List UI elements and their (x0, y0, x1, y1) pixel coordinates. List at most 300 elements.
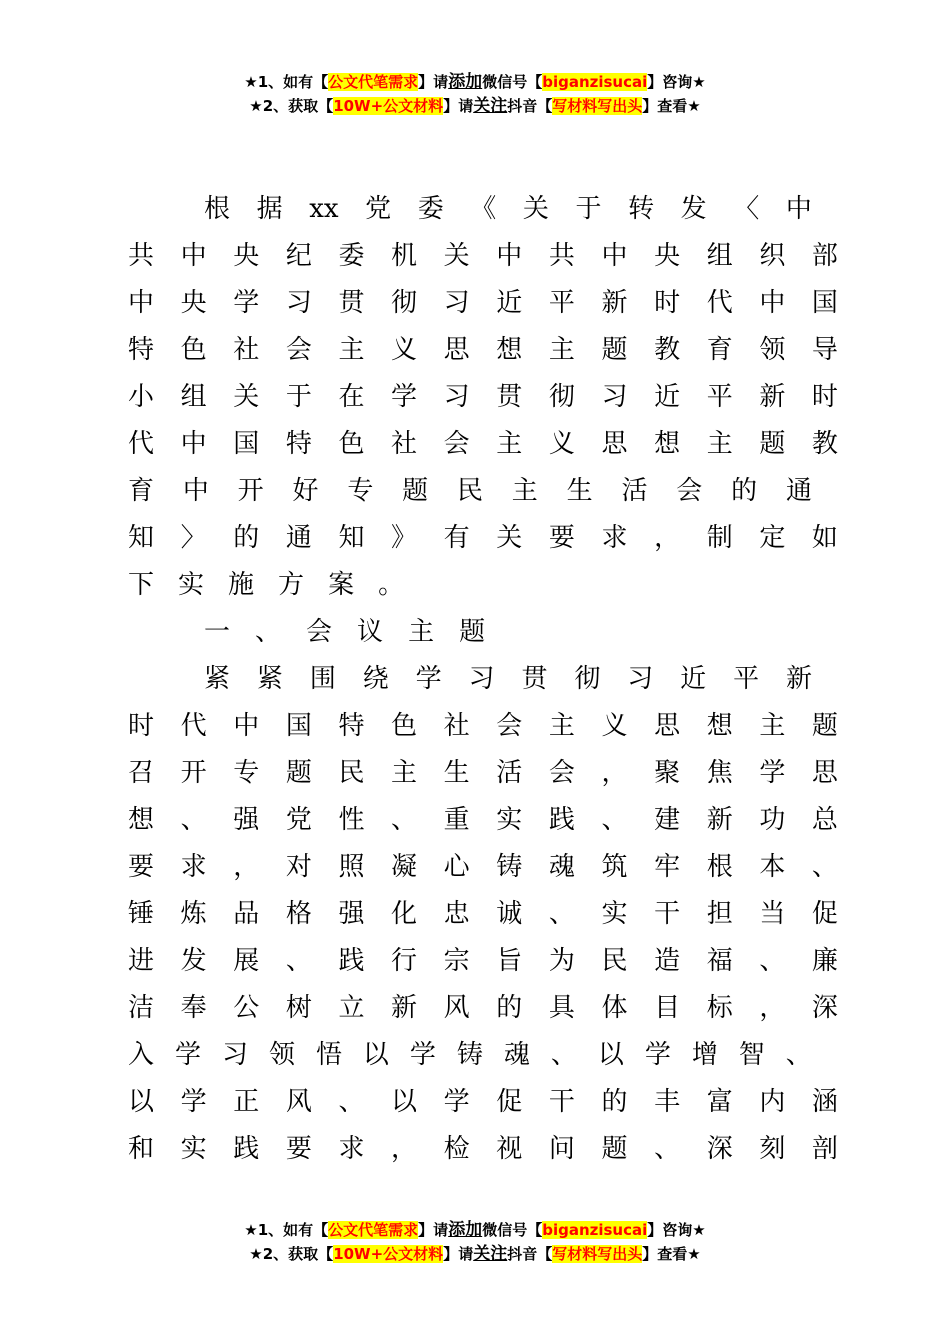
heading-char: 题 (459, 617, 486, 647)
text-char: 的 (601, 1087, 628, 1117)
text-char: 围 (309, 664, 336, 694)
text-char: 践 (548, 805, 575, 835)
text-char: 育 (706, 335, 733, 365)
heading-char: 一 (204, 617, 231, 647)
text-char: 干 (654, 899, 681, 929)
text-char: 实 (180, 1134, 207, 1164)
text-char: 想 (706, 711, 733, 741)
text-char: 习 (443, 288, 470, 318)
text-char: 中 (233, 711, 260, 741)
text-char: 新 (759, 382, 786, 412)
text-char: 中 (128, 288, 155, 318)
text-char: 风 (285, 1087, 312, 1117)
banner-highlight: 10W+公文材料 (333, 97, 444, 115)
text-char: 会 (496, 711, 523, 741)
text-line: 以 学 正 风 、 以 学 促 干 的 丰 富 内 涵 (128, 1079, 812, 1126)
text-char: 题 (601, 335, 628, 365)
text-char: 习 (468, 664, 495, 694)
text-char: 、 (391, 805, 418, 835)
text-char: 代 (180, 711, 207, 741)
text-char: 以 (597, 1040, 624, 1070)
text-char: 要 (548, 523, 575, 553)
document-body (128, 186, 838, 1173)
text-char: 会 (676, 476, 703, 506)
text-char: 主 (548, 335, 575, 365)
text-char: 定 (759, 523, 786, 553)
text-char: 品 (233, 899, 260, 929)
text-char: 筑 (601, 852, 628, 882)
text-char: 丰 (654, 1087, 681, 1117)
text-char: 时 (654, 288, 681, 318)
text-char: 新 (601, 288, 628, 318)
text-char: 学 (415, 664, 442, 694)
text-char: 问 (548, 1134, 575, 1164)
text-line: 中 央 学 习 贯 彻 习 近 平 新 时 代 中 国 (128, 280, 812, 327)
heading-char: 、 (255, 617, 282, 647)
text-char: 牢 (654, 852, 681, 882)
text-char: 党 (365, 194, 392, 224)
text-char: 专 (347, 476, 374, 506)
text-char: 中 (759, 288, 786, 318)
text-char: 通 (785, 476, 812, 506)
text-char: 题 (759, 429, 786, 459)
text-char: 近 (496, 288, 523, 318)
text-char: 关 (496, 523, 523, 553)
heading-char: 议 (357, 617, 384, 647)
text-char: 。 (378, 570, 405, 600)
text-char: 》 (391, 523, 418, 553)
text-char: 社 (233, 335, 260, 365)
text-char: 生 (443, 758, 470, 788)
text-char: 奉 (180, 993, 207, 1023)
text-char: 锤 (128, 899, 155, 929)
text-char: 特 (338, 711, 365, 741)
text-char: 知 (128, 523, 155, 553)
text-char: 紧 (256, 664, 283, 694)
text-char: 组 (706, 241, 733, 271)
text-char: 目 (654, 993, 681, 1023)
text-char: 央 (180, 288, 207, 318)
text-char: 中 (182, 476, 209, 506)
text-char: 色 (391, 711, 418, 741)
text-char: 委 (417, 194, 444, 224)
text-char: 案 (328, 570, 355, 600)
text-char: 刻 (759, 1134, 786, 1164)
text-char: 时 (128, 711, 155, 741)
text-char: 〈 (733, 194, 760, 224)
banner-emphasis: 关注 (473, 96, 508, 116)
text-char: 为 (548, 946, 575, 976)
text-char: 思 (601, 429, 628, 459)
text-char: 有 (443, 523, 470, 553)
text-char: 建 (654, 805, 681, 835)
text-line: 锤 炼 品 格 强 化 忠 诚 、 实 干 担 当 促 (128, 891, 812, 938)
text-char: 功 (759, 805, 786, 835)
text-char: 好 (292, 476, 319, 506)
text-char: 新 (706, 805, 733, 835)
text-char: 中 (785, 194, 812, 224)
text-char: 铸 (496, 852, 523, 882)
text-char: 宗 (443, 946, 470, 976)
text-char: 凝 (391, 852, 418, 882)
text-char: 实 (496, 805, 523, 835)
text-char: 照 (338, 852, 365, 882)
banner-text: 】请 (443, 1245, 474, 1263)
text-line: 共 中 央 纪 委 机 关 中 共 中 央 组 织 部 (128, 233, 812, 280)
text-char: 富 (706, 1087, 733, 1117)
text-char: 题 (402, 476, 429, 506)
text-char: ， (759, 993, 786, 1023)
heading-char: 会 (306, 617, 333, 647)
text-char: 平 (548, 288, 575, 318)
text-char: 社 (443, 711, 470, 741)
text-char: 、 (550, 1040, 577, 1070)
text-char: 想 (496, 335, 523, 365)
banner-line-2 (0, 94, 950, 118)
text-char: 风 (443, 993, 470, 1023)
text-char: 习 (627, 664, 654, 694)
text-char: 本 (759, 852, 786, 882)
text-char: 、 (180, 805, 207, 835)
text-char: 共 (548, 241, 575, 271)
text-char: 深 (706, 1134, 733, 1164)
text-char: 共 (128, 241, 155, 271)
banner-text: 抖音【 (507, 1245, 553, 1263)
banner-emphasis: 添加 (448, 72, 483, 92)
text-char: 开 (237, 476, 264, 506)
text-char: 立 (338, 993, 365, 1023)
text-line: 小 组 关 于 在 学 习 贯 彻 习 近 平 新 时 (128, 374, 812, 421)
banner-text: 】咨询★ (647, 1221, 706, 1239)
text-char: 民 (601, 946, 628, 976)
text-char: 色 (180, 335, 207, 365)
text-char: 求 (180, 852, 207, 882)
banner-text: ★1、如有【 (244, 1221, 329, 1239)
text-char: 主 (496, 429, 523, 459)
text-char: 国 (285, 711, 312, 741)
text-char: 学 (409, 1040, 436, 1070)
text-char: 具 (548, 993, 575, 1023)
text-char: 进 (128, 946, 155, 976)
text-char: 忠 (443, 899, 470, 929)
text-char: 促 (496, 1087, 523, 1117)
text-char: 炼 (180, 899, 207, 929)
banner-highlight: 公文代笔需求 (328, 73, 419, 91)
text-char: 施 (228, 570, 255, 600)
text-char: 下 (128, 570, 155, 600)
text-char: 诚 (496, 899, 523, 929)
banner-text: 】请 (443, 97, 474, 115)
text-char: 在 (338, 382, 365, 412)
text-char: 会 (443, 429, 470, 459)
text-char: 、 (338, 1087, 365, 1117)
text-char: 的 (731, 476, 758, 506)
text-char: 关 (233, 382, 260, 412)
header-banner (0, 70, 950, 118)
text-char: 代 (128, 429, 155, 459)
text-char: 当 (759, 899, 786, 929)
text-line: 进 发 展 、 践 行 宗 旨 为 民 造 福 、 廉 (128, 938, 812, 985)
text-char: 展 (233, 946, 260, 976)
text-char: 《 (470, 194, 497, 224)
text-char: 于 (575, 194, 602, 224)
text-char: 学 (391, 382, 418, 412)
text-char: 习 (443, 382, 470, 412)
text-char: 实 (178, 570, 205, 600)
text-char: 社 (391, 429, 418, 459)
banner-text: 】请 (418, 1221, 449, 1239)
text-char: 学 (233, 288, 260, 318)
text-char: 主 (548, 711, 575, 741)
text-char: 活 (621, 476, 648, 506)
text-line: 特 色 社 会 主 义 思 想 主 题 教 育 领 导 (128, 327, 812, 374)
text-char: 根 (204, 194, 231, 224)
text-char: 以 (362, 1040, 389, 1070)
text-char: 求 (601, 523, 628, 553)
text-char: 平 (706, 382, 733, 412)
banner-text: ★1、如有【 (244, 73, 329, 91)
text-char: 担 (706, 899, 733, 929)
text-char: 学 (644, 1040, 671, 1070)
text-line (128, 186, 812, 233)
text-line (128, 1032, 812, 1079)
text-char: 强 (338, 899, 365, 929)
text-char: 、 (785, 1040, 812, 1070)
text-char: 干 (548, 1087, 575, 1117)
banner-highlight: 写材料写出头 (552, 97, 643, 115)
text-char: 平 (733, 664, 760, 694)
text-char: 习 (285, 288, 312, 318)
text-char: 近 (654, 382, 681, 412)
text-line: 召 开 专 题 民 主 生 活 会 ， 聚 焦 学 思 (128, 750, 812, 797)
text-char: 贯 (338, 288, 365, 318)
text-char: 通 (285, 523, 312, 553)
text-char: 近 (680, 664, 707, 694)
text-char: 彻 (548, 382, 575, 412)
text-char: 会 (548, 758, 575, 788)
text-char: ， (654, 523, 681, 553)
text-char: 义 (601, 711, 628, 741)
text-char: 据 (256, 194, 283, 224)
text-char: 转 (628, 194, 655, 224)
text-char: 想 (654, 429, 681, 459)
text-char: ， (233, 852, 260, 882)
text-char: 行 (391, 946, 418, 976)
text-char: 党 (285, 805, 312, 835)
banner-text: ★2、获取【 (249, 1245, 334, 1263)
text-char: 铸 (456, 1040, 483, 1070)
text-char: 贯 (496, 382, 523, 412)
text-char: 绕 (362, 664, 389, 694)
text-char: 格 (285, 899, 312, 929)
banner-emphasis: 关注 (473, 1244, 508, 1264)
text-char: 义 (391, 335, 418, 365)
banner-text: 】查看★ (642, 1245, 701, 1263)
text-char: 正 (233, 1087, 260, 1117)
text-char: 和 (128, 1134, 155, 1164)
text-char: 领 (268, 1040, 295, 1070)
text-char: 主 (511, 476, 538, 506)
text-char: 焦 (706, 758, 733, 788)
text-line (128, 656, 812, 703)
text-char: 、 (654, 1134, 681, 1164)
text-char: 生 (566, 476, 593, 506)
paragraph-theme (128, 656, 838, 1173)
text-char: 对 (285, 852, 312, 882)
text-char: 、 (548, 899, 575, 929)
text-char: 纪 (285, 241, 312, 271)
text-char: ， (601, 758, 628, 788)
text-char: 活 (496, 758, 523, 788)
banner-line-2 (0, 1242, 950, 1266)
text-char: 国 (233, 429, 260, 459)
banner-text: 】咨询★ (647, 73, 706, 91)
text-char: 实 (601, 899, 628, 929)
text-char: 机 (391, 241, 418, 271)
text-line (128, 468, 812, 515)
text-char: 题 (601, 1134, 628, 1164)
text-char: 体 (601, 993, 628, 1023)
banner-line-1 (0, 70, 950, 94)
text-char: 彻 (574, 664, 601, 694)
text-char: 组 (180, 382, 207, 412)
text-char: 的 (233, 523, 260, 553)
text-char: 学 (443, 1087, 470, 1117)
text-char: 、 (601, 805, 628, 835)
text-char: 彻 (391, 288, 418, 318)
text-char: 悟 (315, 1040, 342, 1070)
text-char: 公 (233, 993, 260, 1023)
text-char: 民 (456, 476, 483, 506)
text-char: 学 (180, 1087, 207, 1117)
text-line: 知 〉 的 通 知 》 有 关 要 求 ， 制 定 如 (128, 515, 812, 562)
text-char: xx (309, 194, 339, 224)
text-char: 主 (338, 335, 365, 365)
text-char: 内 (759, 1087, 786, 1117)
text-char: 习 (221, 1040, 248, 1070)
banner-text: 】查看★ (642, 97, 701, 115)
text-char: 紧 (204, 664, 231, 694)
text-char: 以 (391, 1087, 418, 1117)
text-char: 求 (338, 1134, 365, 1164)
text-char: 树 (285, 993, 312, 1023)
text-char: 重 (443, 805, 470, 835)
text-char: 委 (338, 241, 365, 271)
text-char: 召 (128, 758, 155, 788)
text-char: 根 (706, 852, 733, 882)
text-char: 中 (180, 241, 207, 271)
text-char: 入 (128, 1040, 155, 1070)
text-char: 中 (601, 241, 628, 271)
text-char: 央 (654, 241, 681, 271)
text-char: 魂 (548, 852, 575, 882)
text-line: 想 、 强 党 性 、 重 实 践 、 建 新 功 总 (128, 797, 812, 844)
text-char: 主 (706, 429, 733, 459)
text-char: 学 (174, 1040, 201, 1070)
text-char: 践 (338, 946, 365, 976)
text-line (128, 562, 812, 609)
text-char: 标 (706, 993, 733, 1023)
text-char: 育 (128, 476, 155, 506)
text-char: 新 (785, 664, 812, 694)
text-char: 洁 (128, 993, 155, 1023)
text-char: 题 (285, 758, 312, 788)
text-char: 义 (548, 429, 575, 459)
text-char: 魂 (503, 1040, 530, 1070)
text-char: 知 (338, 523, 365, 553)
text-char: 于 (285, 382, 312, 412)
banner-highlight: biganzisucai (542, 1221, 648, 1239)
text-char: 关 (522, 194, 549, 224)
text-char: 会 (285, 335, 312, 365)
text-char: 主 (759, 711, 786, 741)
text-char: 特 (285, 429, 312, 459)
text-char: 贯 (521, 664, 548, 694)
banner-highlight: 10W+公文材料 (333, 1245, 444, 1263)
banner-text: 】请 (418, 73, 449, 91)
text-char: 方 (278, 570, 305, 600)
text-char: 心 (443, 852, 470, 882)
text-line: 洁 奉 公 树 立 新 风 的 具 体 目 标 ， 深 (128, 985, 812, 1032)
text-line: 时 代 中 国 特 色 社 会 主 义 思 想 主 题 (128, 703, 812, 750)
banner-line-1 (0, 1218, 950, 1242)
heading-char: 主 (408, 617, 435, 647)
banner-highlight: biganzisucai (542, 73, 648, 91)
text-char: 学 (759, 758, 786, 788)
footer-banner (0, 1218, 950, 1266)
text-char: 新 (391, 993, 418, 1023)
text-char: 造 (654, 946, 681, 976)
text-char: 开 (180, 758, 207, 788)
text-char: 要 (128, 852, 155, 882)
banner-text: ★2、获取【 (249, 97, 334, 115)
text-char: 增 (691, 1040, 718, 1070)
text-char: 、 (285, 946, 312, 976)
banner-text: 微信号【 (482, 1221, 543, 1239)
text-char: 视 (496, 1134, 523, 1164)
text-char: 中 (496, 241, 523, 271)
text-char: 化 (391, 899, 418, 929)
text-char: 检 (443, 1134, 470, 1164)
section-heading (128, 609, 812, 656)
text-char: 民 (338, 758, 365, 788)
text-char: 色 (338, 429, 365, 459)
text-char: 中 (180, 429, 207, 459)
banner-emphasis: 添加 (448, 1220, 483, 1240)
text-char: 织 (759, 241, 786, 271)
text-char: 强 (233, 805, 260, 835)
text-char: 思 (654, 711, 681, 741)
paragraph-intro (128, 186, 838, 609)
text-char: 旨 (496, 946, 523, 976)
text-char: 〉 (180, 523, 207, 553)
text-char: 专 (233, 758, 260, 788)
text-char: 聚 (654, 758, 681, 788)
text-char: 要 (285, 1134, 312, 1164)
text-char: 、 (759, 946, 786, 976)
text-char: 践 (233, 1134, 260, 1164)
text-char: 小 (128, 382, 155, 412)
text-char: 习 (601, 382, 628, 412)
text-char: 福 (706, 946, 733, 976)
text-char: 代 (706, 288, 733, 318)
text-char: 发 (180, 946, 207, 976)
text-char: 主 (391, 758, 418, 788)
text-char: 关 (443, 241, 470, 271)
text-char: 的 (496, 993, 523, 1023)
banner-highlight: 写材料写出头 (552, 1245, 643, 1263)
banner-text: 微信号【 (482, 73, 543, 91)
